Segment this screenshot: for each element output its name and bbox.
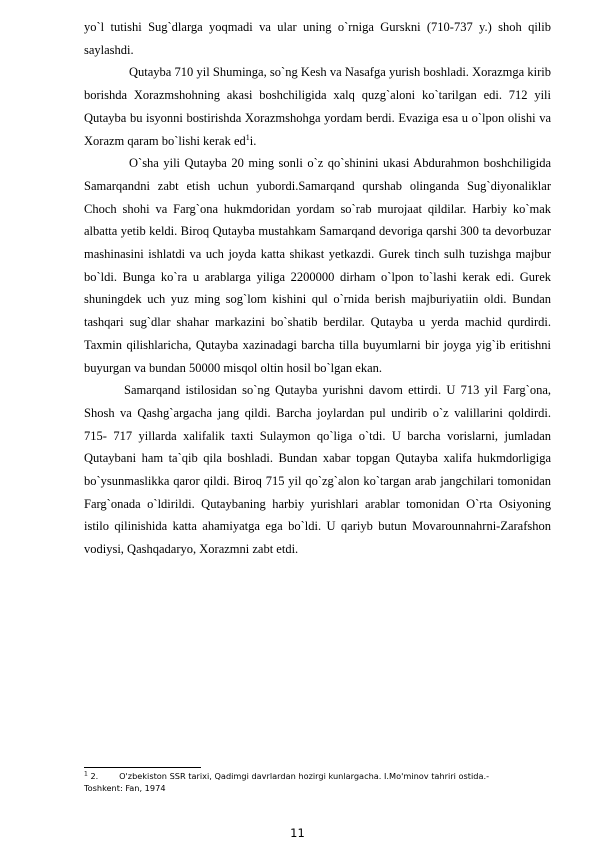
footnote-number: 2. (90, 771, 99, 781)
paragraph-2-tail: i. (249, 133, 257, 148)
footnote-line-1 (84, 770, 551, 782)
body-text (84, 16, 551, 561)
footnote-divider (84, 767, 201, 768)
footnote (84, 770, 551, 794)
page-number: 11 (290, 826, 305, 840)
paragraph-1: yo`l tutishi Sug`dlarga yoqmadi va ular uning o`rniga Gurskni (710-737 y.) shoh qilib saylashdi. (84, 20, 551, 57)
paragraph-3: O`sha yili Qutayba 20 ming sonli o`z qo`shinini ukasi Abdurahmon boshchiligida Samarqandni zabt etish uchun yubordi.Samarqand qurshab olinganda Sug`diyonaliklar Choch shohi va Farg`ona hukmdoridan yordam so`rab murojaat qildilar. Harbiy ko`mak albatta yetib keldi. Biroq Qutayba mustahkam Samarqand devoriga qarshi 300 ta devorbuzar mashinasini ishlatdi va uch joyda katta shikast yetkazdi. Gurek tinch sulh tuzishga majbur bo`ldi. Bunga ko`ra u arablarga yiliga 2200000 dirham o`lpon to`lashi kerak edi. Gurek shuningdek uch yuz ming sog`lom kishini qul o`rnida berish majburiyatiin oldi. Bundan tashqari sug`dlar shahar markazini bo`shatib berdilar. Qutayba u yerda machid qurdirdi. Taxmin qilishlaricha, Qutayba xazinadagi barcha tilla buyumlarni bir joyga yig`ib eritishni buyurgan va bundan 50000 misqol oltin hosil bo`lgan ekan. (84, 156, 551, 375)
footnote-marker: 1 (84, 770, 88, 778)
paragraph-2 (84, 61, 551, 152)
paragraph-4: Samarqand istilosidan so`ng Qutayba yurishni davom ettirdi. U 713 yil Farg`ona, Shosh va Qashg`argacha jang qildi. Barcha joylardan pul undirib o`z valillarini qoldirdi. 715- 717 yillarda xalifalik taxti Sulaymon qo`liga o`tdi. U barcha vorislarni, jumladan Qutaybani ham ta`qib qila boshladi. Bundan xabar topgan Qutayba xalifa hukmdorligiga bo`ysunmaslikka qaror qildi. Biroq 715 yil qo`zg`alon ko`targan arab jangchilari tomonidan Farg`onada o`ldirildi. Qutaybaning harbiy yurishlari arablar tomonidan O`rta Osiyoning istilo qilinishida katta ahamiyatga ega bo`ldi. U qariyb butun Movarounnahrni-Zarafshon vodiysi, Qashqadaryo, Xorazmni zabt etdi. (84, 383, 551, 557)
paragraph-2-text: Qutayba 710 yil Shuminga, so`ng Kesh va Nasafga yurish boshladi. Xorazmga kirib borishda Xorazmshohning akasi boshchiligida xalq quzg`aloni ko`tarilgan edi. 712 yili Qutayba bu isyonni bostirishda Xorazmshohga yordam berdi. Evaziga esa u o`lpon olishi va Xorazm qaram bo`lishi kerak ed (84, 65, 551, 148)
footnote-line-2: Toshkent: Fan, 1974 (84, 783, 166, 793)
footnote-citation: O'zbekiston SSR tarixi, Qadimgi davrlardan hozirgi kunlargacha. I.Mo'minov tahriri ostida.- (119, 771, 490, 781)
footnote-reference[interactable]: 1 (245, 132, 250, 142)
